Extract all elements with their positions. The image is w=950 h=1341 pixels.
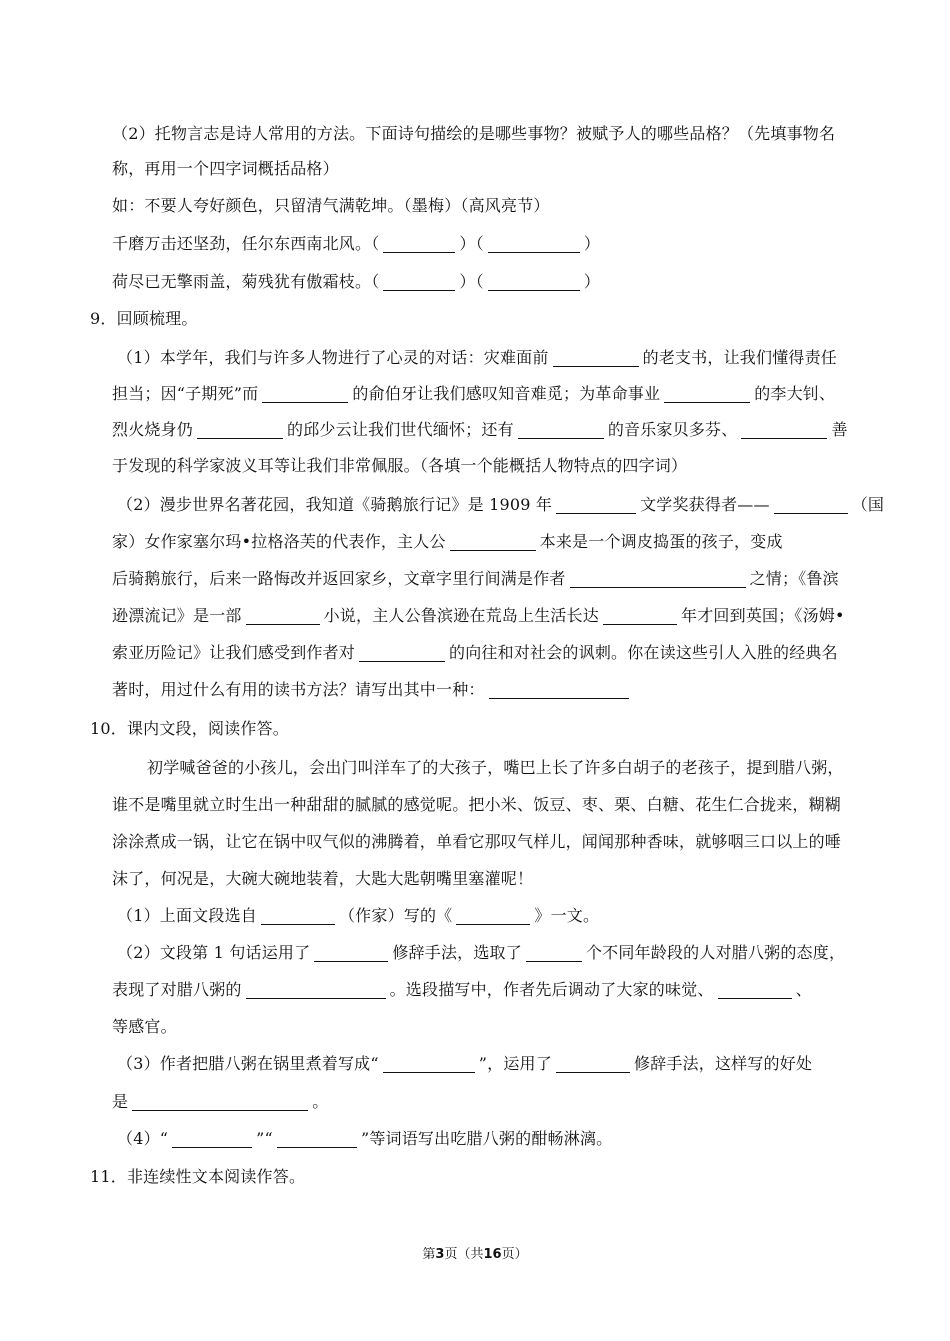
q9-2-line6: 著时，用过什么有用的读书方法？请写出其中一种： [0, 672, 950, 708]
answer-blank[interactable] [261, 904, 335, 925]
answer-blank[interactable] [664, 382, 750, 403]
answer-blank[interactable] [526, 941, 582, 962]
answer-blank[interactable] [450, 530, 536, 551]
answer-blank[interactable] [456, 904, 530, 925]
answer-blank[interactable] [774, 493, 848, 514]
answer-blank[interactable] [556, 1052, 630, 1073]
answer-blank[interactable] [570, 567, 746, 588]
q10-passage-line3: 涂涂煮成一锅，让它在锅中叹气似的沸腾着，单看它那叹气样儿，闻闻那种香味，就够咽三口以上的唾 [112, 832, 842, 851]
q8-2-prompt-line2: 称，再用一个四字词概括品格） [112, 159, 339, 178]
q10-2-line2: 表现了对腊八粥的 。选段描写中，作者先后调动了大家的味觉、 、 [112, 980, 812, 999]
q10-3-line1: （3）作者把腊八粥在锅里煮着写成“ ”，运用了 修辞手法，这样写的好处 [117, 1054, 813, 1073]
answer-blank[interactable] [489, 678, 629, 699]
answer-blank[interactable] [277, 1127, 357, 1148]
q8-2-poem1: 千磨万击还坚劲，任尔东西南北风。（ ）（ ） [112, 234, 601, 253]
q9-2-line5: 索亚历险记》让我们感受到作者对 的向往和对社会的讽刺。你在读这些引人入胜的经典名 [112, 643, 838, 662]
q8-2-poem2: 荷尽已无擎雨盖，菊残犹有傲霜枝。（ ）（ ） [112, 272, 601, 291]
answer-blank[interactable] [603, 604, 677, 625]
page-number: 3 [435, 1247, 445, 1262]
answer-blank[interactable] [132, 1090, 308, 1111]
q9-2-line3: 后骑鹅旅行，后来一路悔改并返回家乡，文章字里行间满是作者 之情；《鲁滨 [112, 569, 839, 588]
answer-blank[interactable] [359, 641, 445, 662]
q10-2-line3: 等感官。 [112, 1017, 177, 1036]
page-total: 16 [483, 1247, 502, 1262]
q10-4: （4）“ ”“ ”等词语写出吃腊八粥的酣畅淋漓。 [117, 1129, 613, 1148]
answer-blank[interactable] [718, 978, 792, 999]
answer-blank[interactable] [488, 270, 580, 291]
answer-blank[interactable] [314, 941, 388, 962]
q9-2-line1: （2）漫步世界名著花园，我知道《骑鹅旅行记》是 1909 年 文学奖获得者—— （国 [117, 495, 885, 514]
answer-blank[interactable] [553, 346, 639, 367]
answer-blank[interactable] [383, 232, 455, 253]
answer-blank[interactable] [197, 418, 283, 439]
answer-blank[interactable] [488, 232, 580, 253]
q9-1-line1: （1）本学年，我们与许多人物进行了心灵的对话：灾难面前 的老支书，让我们懂得责任 [117, 348, 837, 367]
q10-title: 10．课内文段，阅读作答。 [90, 719, 289, 738]
answer-blank[interactable] [741, 418, 827, 439]
q10-passage-line1: 初学喊爸爸的小孩儿，会出门叫洋车了的大孩子，嘴巴上长了许多白胡子的老孩子，提到腊八粥， [147, 758, 844, 777]
answer-blank[interactable] [383, 270, 455, 291]
q10-2-line1: （2）文段第 1 句话运用了 修辞手法，选取了 个不同年龄段的人对腊八粥的态度， [117, 943, 846, 962]
answer-blank[interactable] [172, 1127, 252, 1148]
q9-title: 9．回顾梳理。 [90, 309, 198, 328]
q10-passage-line2: 谁不是嘴里就立时生出一种甜甜的腻腻的感觉呢。把小米、饭豆、枣、栗、白糖、花生仁合拢来，糊糊 [112, 795, 842, 814]
answer-blank[interactable] [246, 978, 386, 999]
answer-blank[interactable] [518, 418, 604, 439]
q8-2-example: 如：不要人夸好颜色，只留清气满乾坤。（墨梅）（高风亮节） [112, 196, 550, 215]
q9-1-line3: 烈火烧身仍 的邱少云让我们世代缅怀；还有 的音乐家贝多芬、 善 [112, 420, 848, 439]
q9-2-line4: 逊漂流记》是一部 小说，主人公鲁滨逊在荒岛上生活长达 年才回到英国；《汤姆• [112, 606, 845, 625]
q9-2-line2: 家）女作家塞尔玛•拉格洛芙的代表作，主人公 本来是一个调皮捣蛋的孩子，变成 [112, 532, 783, 551]
q9-1-line2: 担当；因“子期死”而 的俞伯牙让我们感叹知音难觅；为革命事业 的李大钊、 [112, 384, 836, 403]
q10-passage-line4: 沫了，何况是，大碗大碗地装着，大匙大匙朝嘴里塞灌呢！ [112, 869, 534, 888]
q10-3-line2: 是 。 [112, 1092, 329, 1111]
page-footer: 第3页（共16页） [422, 1247, 528, 1262]
answer-blank[interactable] [262, 382, 348, 403]
answer-blank[interactable] [556, 493, 636, 514]
q8-2-prompt-line1: （2）托物言志是诗人常用的方法。下面诗句描绘的是哪些事物？被赋予人的哪些品格？（先填事物名 [112, 124, 836, 143]
answer-blank[interactable] [246, 604, 320, 625]
q11-title: 11．非连续性文本阅读作答。 [90, 1167, 306, 1186]
q9-1-line4: 于发现的科学家波义耳等让我们非常佩服。（各填一个能概括人物特点的四字词） [112, 456, 688, 475]
answer-blank[interactable] [383, 1052, 475, 1073]
q10-1: （1）上面文段选自 （作家）写的《 》一文。 [117, 906, 600, 925]
